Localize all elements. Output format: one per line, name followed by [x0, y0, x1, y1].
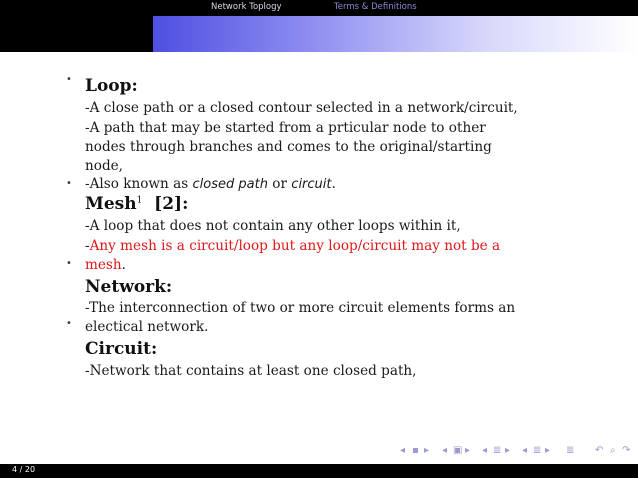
heading-mesh	[85, 194, 188, 214]
text-fragment: -	[85, 238, 90, 254]
text-line-red	[85, 236, 500, 256]
nav-document-icon[interactable]: ≣	[566, 445, 575, 456]
text-line: nodes through branches and comes to the original/starting	[85, 139, 492, 155]
heading-loop: Loop:	[85, 76, 138, 96]
text-line: electical network.	[85, 319, 209, 335]
nav-next-part-icon[interactable]: ▸	[545, 445, 551, 456]
nav-prev-subsection-icon[interactable]: ◂	[442, 445, 448, 456]
emphasis-circuit: circuit	[291, 177, 332, 192]
section-tab-network-topology[interactable]: Network Toplogy	[211, 2, 282, 12]
text-line-also-known	[85, 174, 336, 195]
text-line: -The interconnection of two or more circuit elements forms an	[85, 300, 516, 316]
text-line-red	[85, 255, 126, 275]
nav-search-icon[interactable]: ⌕	[610, 445, 616, 456]
bullet-marker: •	[66, 258, 72, 269]
heading-circuit: Circuit:	[85, 339, 158, 359]
highlight-text: mesh	[85, 257, 122, 273]
text-fragment: .	[331, 176, 336, 192]
bullet-marker: •	[66, 178, 72, 189]
heading-text: Mesh	[85, 194, 137, 214]
text-fragment: or	[267, 176, 292, 192]
nav-prev-part-icon[interactable]: ◂	[522, 445, 528, 456]
citation-ref[interactable]: [2]:	[154, 194, 189, 214]
beamer-navigation	[400, 445, 632, 459]
nav-subsection-icon[interactable]: ▣	[453, 445, 463, 456]
highlight-text: Any mesh is a circuit/loop but any loop/circuit may not be a	[89, 238, 501, 254]
nav-next-frame-icon[interactable]: ▸	[424, 445, 430, 456]
section-tab-terms-definitions[interactable]: Terms & Definitions	[334, 2, 417, 12]
bullet-marker: •	[66, 318, 72, 329]
text-fragment: .	[121, 257, 126, 273]
text-line: node,	[85, 158, 124, 174]
nav-next-section-icon[interactable]: ▸	[505, 445, 511, 456]
emphasis-closed-path: closed path	[192, 177, 268, 192]
text-line: -A path that may be started from a prticular node to other	[85, 120, 486, 136]
nav-prev-frame-icon[interactable]: ◂	[400, 445, 406, 456]
nav-section-icon[interactable]: ≣	[493, 445, 502, 456]
nav-prev-section-icon[interactable]: ◂	[482, 445, 488, 456]
nav-forward-icon[interactable]: ↷	[622, 445, 631, 456]
text-fragment: -Also known as	[85, 176, 193, 192]
text-line: -A loop that does not contain any other loops within it,	[85, 218, 461, 234]
heading-network: Network:	[85, 277, 173, 297]
footnote-marker[interactable]: 1	[136, 195, 143, 206]
text-line: -Network that contains at least one closed path,	[85, 363, 417, 379]
nav-back-icon[interactable]: ↶	[595, 445, 604, 456]
text-line: -A close path or a closed contour selected in a network/circuit,	[85, 100, 518, 116]
nav-frame-icon[interactable]: ▪	[412, 445, 419, 456]
nav-next-subsection-icon[interactable]: ▸	[465, 445, 471, 456]
bullet-marker: •	[66, 74, 72, 85]
page-number: 4 / 20	[12, 465, 36, 474]
nav-part-icon[interactable]: ≣	[533, 445, 542, 456]
footer-bar	[0, 464, 638, 478]
